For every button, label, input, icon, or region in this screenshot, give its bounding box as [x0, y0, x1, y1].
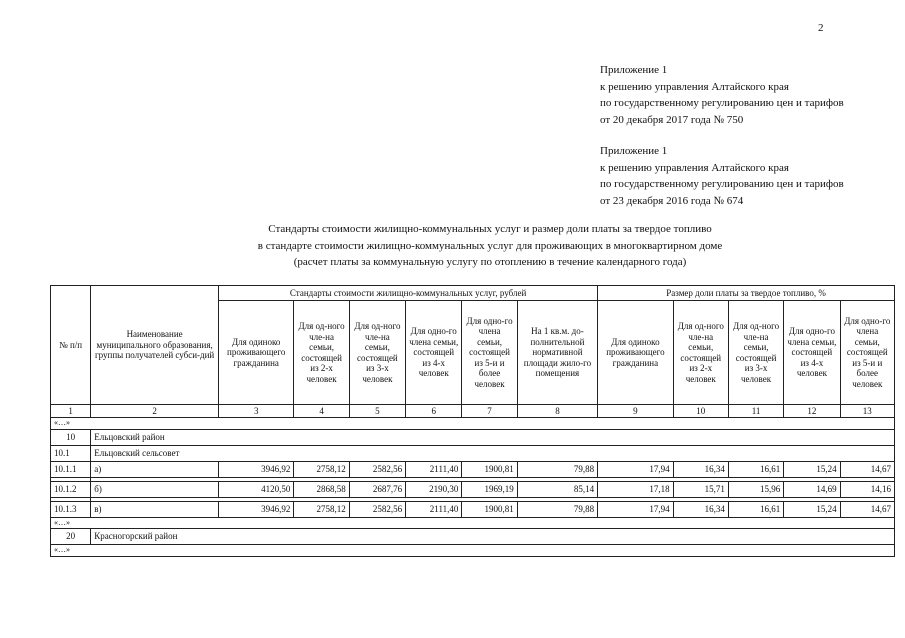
col-number: 4: [294, 405, 349, 418]
cell-value: 17,94: [598, 461, 673, 477]
col-number: 2: [91, 405, 219, 418]
cell-value: 2687,76: [349, 481, 405, 497]
header-name: Наименование муниципального образования, группы получателей субси-дий: [91, 286, 219, 405]
table-row: [51, 501, 895, 517]
rates-table: [50, 285, 895, 557]
header-sub: Для од-ного чле-на семьи, состоящей из 3-х человек: [728, 301, 783, 405]
row-label: б): [91, 481, 219, 497]
header-fuel-share-group: Размер доли платы за твердое топливо, %: [598, 286, 895, 301]
annex-line: по государственному регулированию цен и тарифов: [600, 178, 844, 190]
document-title: [120, 221, 860, 271]
title-line: (расчет платы за коммунальную услугу по отоплению в течение календарного года): [293, 256, 687, 268]
annex-line: по государственному регулированию цен и тарифов: [600, 97, 844, 109]
annex-line: от 20 декабря 2017 года № 750: [600, 113, 744, 126]
cell-value: 4120,50: [218, 481, 293, 497]
row-number: 10.1.3: [51, 501, 91, 517]
col-number: 5: [349, 405, 405, 418]
cell-value: 2582,56: [349, 501, 405, 517]
header-sub: Для одиноко проживающего гражданина: [218, 301, 293, 405]
cell-value: 15,71: [673, 481, 728, 497]
col-number: 9: [598, 405, 673, 418]
row-label: в): [91, 501, 219, 517]
cell-value: 85,14: [517, 481, 597, 497]
cell-value: 2758,12: [294, 461, 349, 477]
col-number: 10: [673, 405, 728, 418]
council-name: Ельцовский сельсовет: [91, 445, 895, 461]
header-sub: Для одно-го члена семьи, состоящей из 5-и и более человек: [462, 301, 517, 405]
cell-value: 17,18: [598, 481, 673, 497]
cell-value: 2111,40: [406, 501, 462, 517]
council-row: [51, 445, 895, 461]
table-row: [51, 461, 895, 477]
district-name: Красногорский район: [91, 529, 895, 545]
cell-value: 16,61: [728, 461, 783, 477]
col-number: 12: [784, 405, 840, 418]
header-sub: Для од-ного чле-на семьи, состоящей из 2-х человек: [294, 301, 349, 405]
district-row: [51, 429, 895, 445]
ellipsis-marker: «…»: [51, 517, 895, 529]
ellipsis-marker: «…»: [51, 418, 895, 430]
cell-value: 15,24: [784, 501, 840, 517]
col-number: 3: [218, 405, 293, 418]
header-sub: Для одно-го члена семьи, состоящей из 5-и и более человек: [840, 301, 894, 405]
district-name: Ельцовский район: [91, 429, 895, 445]
col-number: 13: [840, 405, 894, 418]
cell-value: 1900,81: [462, 501, 517, 517]
cell-value: 14,16: [840, 481, 894, 497]
cell-value: 2190,30: [406, 481, 462, 497]
annex-header-2016: [600, 143, 844, 209]
header-sub: Для од-ного чле-на семьи, состоящей из 2-х человек: [673, 301, 728, 405]
header-sub: Для одно-го члена семьи, состоящей из 4-х человек: [784, 301, 840, 405]
cell-value: 2111,40: [406, 461, 462, 477]
ellipsis-row: [51, 418, 895, 430]
row-label: а): [91, 461, 219, 477]
cell-value: 79,88: [517, 461, 597, 477]
cell-value: 2758,12: [294, 501, 349, 517]
cell-value: 2582,56: [349, 461, 405, 477]
annex-line: от 23 декабря 2016 года № 674: [600, 194, 744, 207]
cell-value: 2868,58: [294, 481, 349, 497]
annex-line: к решению управления Алтайского края: [600, 80, 789, 93]
ellipsis-row: [51, 545, 895, 557]
header-num: № п/п: [51, 286, 91, 405]
annex-header-2017: [600, 62, 844, 128]
annex-line: к решению управления Алтайского края: [600, 161, 789, 174]
cell-value: 14,67: [840, 501, 894, 517]
col-number: 6: [406, 405, 462, 418]
header-row-group: [51, 286, 895, 301]
row-number: 10.1.1: [51, 461, 91, 477]
district-row: [51, 529, 895, 545]
row-number: 20: [51, 529, 91, 545]
cell-value: 16,61: [728, 501, 783, 517]
cell-value: 16,34: [673, 461, 728, 477]
row-number: 10: [51, 429, 91, 445]
page-number: 2: [818, 22, 824, 34]
header-sub: Для одно-го члена семьи, состоящей из 4-х человек: [406, 301, 462, 405]
cell-value: 15,24: [784, 461, 840, 477]
cell-value: 3946,92: [218, 461, 293, 477]
header-sub: Для одиноко проживающего гражданина: [598, 301, 673, 405]
title-line: Стандарты стоимости жилищно-коммунальных услуг и размер доли платы за твердое топливо: [268, 223, 712, 235]
header-sub: На 1 кв.м. до-полнительной нормативной площади жило-го помещения: [517, 301, 597, 405]
column-number-row: [51, 405, 895, 418]
cell-value: 14,69: [784, 481, 840, 497]
cell-value: 15,96: [728, 481, 783, 497]
header-standards-group: Стандарты стоимости жилищно-коммунальных услуг, рублей: [218, 286, 597, 301]
col-number: 11: [728, 405, 783, 418]
cell-value: 1969,19: [462, 481, 517, 497]
col-number: 7: [462, 405, 517, 418]
cell-value: 79,88: [517, 501, 597, 517]
ellipsis-marker: «…»: [51, 545, 895, 557]
row-number: 10.1: [51, 445, 91, 461]
annex-line: Приложение 1: [600, 145, 668, 157]
cell-value: 1900,81: [462, 461, 517, 477]
cell-value: 14,67: [840, 461, 894, 477]
cell-value: 16,34: [673, 501, 728, 517]
cell-value: 3946,92: [218, 501, 293, 517]
annex-line: Приложение 1: [600, 64, 668, 76]
row-number: 10.1.2: [51, 481, 91, 497]
table-row: [51, 481, 895, 497]
ellipsis-row: [51, 517, 895, 529]
title-line: в стандарте стоимости жилищно-коммунальных услуг для проживающих в многоквартирном доме: [257, 239, 723, 252]
header-sub: Для од-ного чле-на семьи, состоящей из 3-х человек: [349, 301, 405, 405]
col-number: 1: [51, 405, 91, 418]
cell-value: 17,94: [598, 501, 673, 517]
col-number: 8: [517, 405, 597, 418]
